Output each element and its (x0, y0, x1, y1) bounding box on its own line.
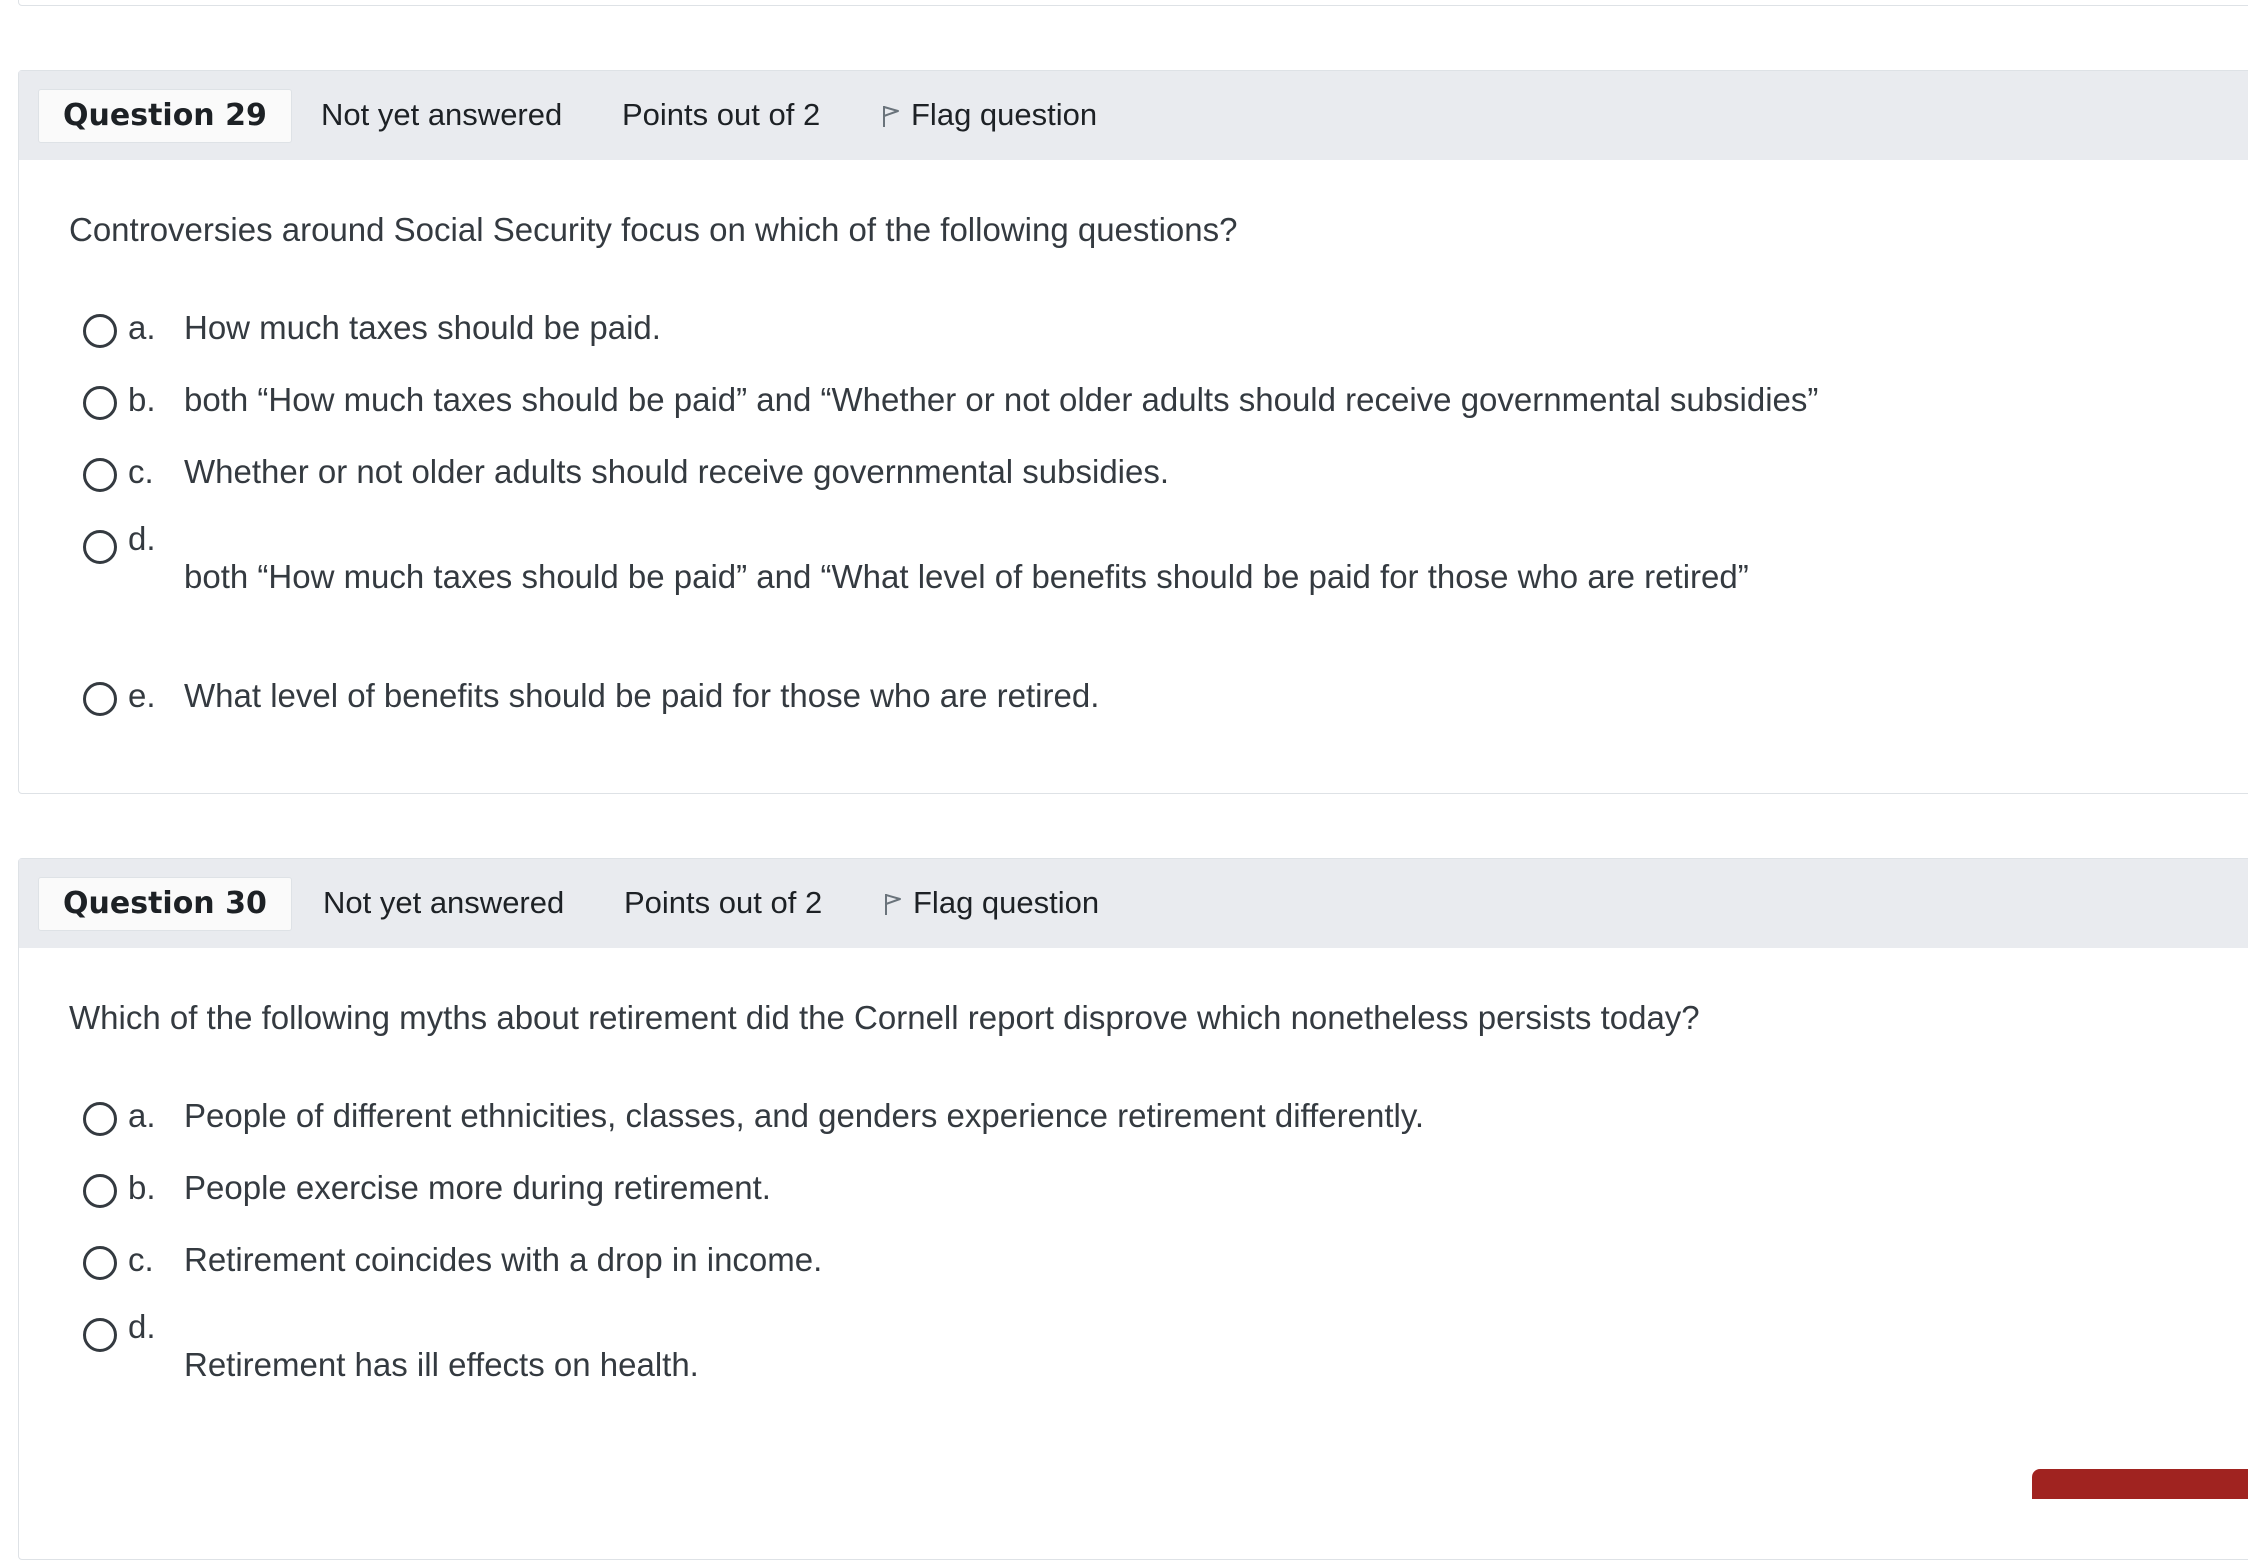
question-state: Not yet answered (321, 97, 563, 132)
answer-text: People of different ethnicities, classes, and genders experience retirement differently. (184, 1097, 1425, 1134)
answer-text: Retirement coincides with a drop in income. (184, 1241, 823, 1278)
answer-letter: d. (128, 1308, 156, 1345)
flag-question-link[interactable] (881, 89, 1097, 141)
question-grade: Points out of 2 (622, 97, 821, 132)
radio-button[interactable] (83, 530, 117, 564)
flag-icon (881, 104, 901, 128)
answer-letter: c. (128, 453, 154, 490)
radio-button[interactable] (83, 386, 117, 420)
answer-letter: a. (128, 1097, 156, 1134)
radio-button[interactable] (83, 682, 117, 716)
radio-button[interactable] (83, 1246, 117, 1280)
radio-button[interactable] (83, 1102, 117, 1136)
answer-text: People exercise more during retirement. (184, 1169, 771, 1206)
answer-text: Retirement has ill effects on health. (184, 1346, 699, 1383)
radio-button[interactable] (83, 1318, 117, 1352)
flag-question-link[interactable] (883, 877, 1099, 929)
question-header (19, 71, 2248, 160)
flag-question-label: Flag question (911, 97, 1098, 132)
question-grade: Points out of 2 (624, 885, 823, 920)
answer-letter: c. (128, 1241, 154, 1278)
question-number: Question 29 (38, 89, 292, 143)
flag-icon (883, 892, 903, 916)
answer-text: both “How much taxes should be paid” and “Whether or not older adults should receive governmental subsidies” (184, 381, 1819, 418)
answer-letter: e. (128, 677, 156, 714)
radio-button[interactable] (83, 458, 117, 492)
flag-question-label: Flag question (913, 885, 1100, 920)
previous-question-card (18, 0, 2248, 6)
question-state: Not yet answered (323, 885, 565, 920)
answer-letter: b. (128, 1169, 156, 1206)
radio-button[interactable] (83, 314, 117, 348)
question-text: Controversies around Social Security focus on which of the following questions? (69, 211, 1238, 248)
answer-text: both “How much taxes should be paid” and “What level of benefits should be paid for those who are retired” (184, 558, 1749, 595)
answer-letter: a. (128, 309, 156, 346)
question-29-card (18, 70, 2248, 794)
question-30-card (18, 858, 2248, 1560)
answer-text: How much taxes should be paid. (184, 309, 661, 346)
answer-letter: b. (128, 381, 156, 418)
floating-action-button[interactable] (2032, 1469, 2248, 1499)
question-text: Which of the following myths about retirement did the Cornell report disprove which nonetheless persists today? (69, 999, 1700, 1036)
answer-text: Whether or not older adults should receive governmental subsidies. (184, 453, 1170, 490)
radio-button[interactable] (83, 1174, 117, 1208)
answer-letter: d. (128, 520, 156, 557)
question-header (19, 859, 2248, 948)
answer-text: What level of benefits should be paid for those who are retired. (184, 677, 1100, 714)
question-number: Question 30 (38, 877, 292, 931)
